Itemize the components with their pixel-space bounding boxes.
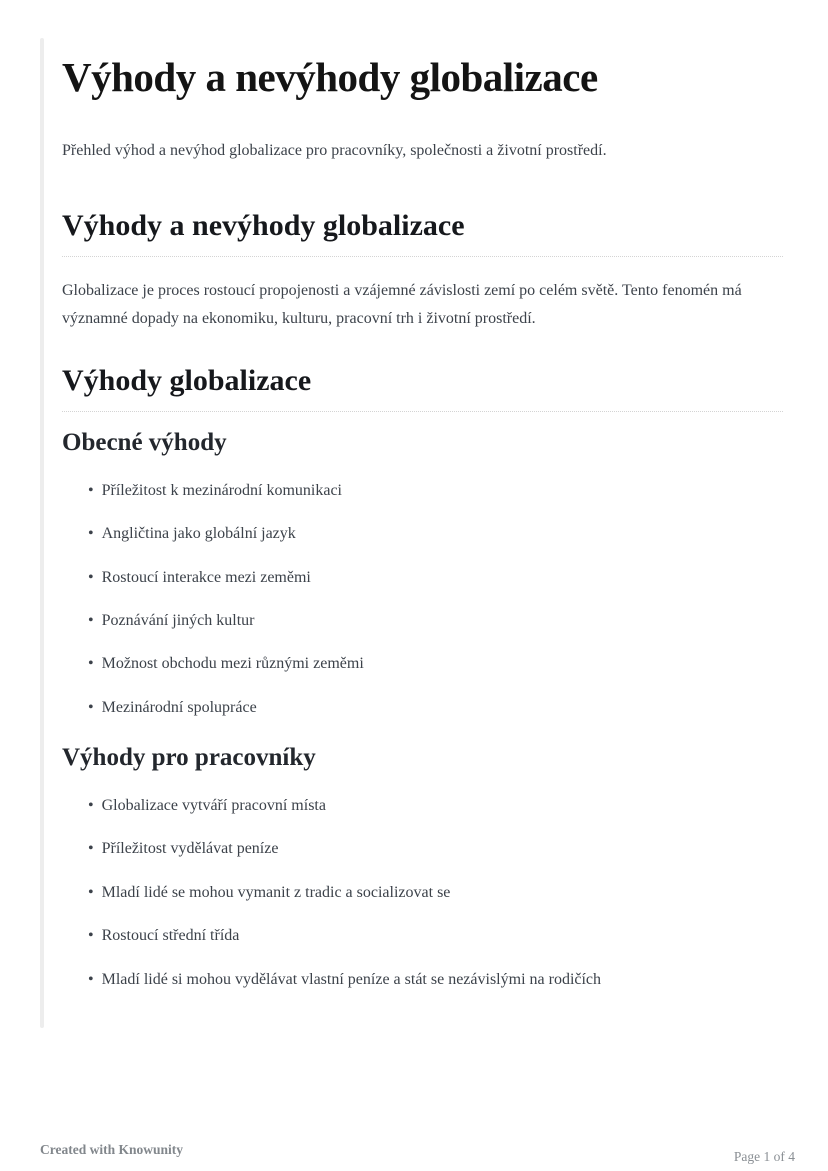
list-item-text: Rostoucí interakce mezi zeměmi [101,568,311,586]
list-item-text: Rostoucí střední třída [101,927,240,945]
list-item [88,482,783,500]
list-item [88,699,783,717]
section-heading-overview: Výhody a nevýhody globalizace [62,209,783,257]
bullet-marker: • [88,883,94,901]
list-item-text: Příležitost vydělávat peníze [101,840,279,858]
bullet-marker: • [88,568,94,586]
list-item [88,927,783,945]
list-item-text: Mezinárodní spolupráce [101,698,257,716]
bullet-marker: • [88,927,94,945]
list-item-text: Mladí lidé se mohou vymanit z tradic a socializovat se [101,883,451,901]
list-item-text: Mladí lidé si mohou vydělávat vlastní peníze a stát se nezávislými na rodičích [101,970,602,988]
list-item [88,884,783,902]
subsection-heading-general-advantages: Obecné výhody [62,428,227,456]
bullet-marker: • [88,970,94,988]
section-heading-advantages: Výhody globalizace [62,364,783,412]
list-item-text: Angličtina jako globální jazyk [101,525,296,543]
footer-page-number: Page 1 of 4 [733,1149,795,1164]
document-content [62,0,783,989]
list-item [88,525,783,543]
footer-branding: Created with Knowunity [40,1142,184,1157]
document-subtitle: Přehled výhod a nevýhod globalizace pro pracovníky, společnosti a životní prostředí. [62,142,607,160]
section-paragraph-overview: Globalizace je proces rostoucí propojenosti a vzájemné závislosti zemí po celém světě. Tento fenomén má významné dopady na ekonomiku, kulturu, pracovní trh i životní prostředí. [62,281,742,328]
list-item-text: Příležitost k mezinárodní komunikaci [101,481,342,499]
list-item [88,840,783,858]
bullet-marker: • [88,655,94,673]
list-item-text: Možnost obchodu mezi různými zeměmi [101,655,364,673]
list-item [88,797,783,815]
bullet-marker: • [88,611,94,629]
bullet-marker: • [88,481,94,499]
list-item-text: Globalizace vytváří pracovní místa [101,797,326,815]
list-item [88,612,783,630]
bullet-marker: • [88,525,94,543]
subsection-heading-worker-advantages: Výhody pro pracovníky [62,744,316,772]
page-edge-line [40,38,44,1028]
bullet-list-general-advantages [62,482,783,717]
list-item [88,569,783,587]
bullet-marker: • [88,840,94,858]
bullet-marker: • [88,797,94,815]
list-item-text: Poznávání jiných kultur [101,611,255,629]
bullet-list-worker-advantages [62,797,783,989]
list-item [88,655,783,673]
bullet-marker: • [88,698,94,716]
document-title: Výhody a nevýhody globalizace [62,54,598,100]
list-item [88,971,783,989]
